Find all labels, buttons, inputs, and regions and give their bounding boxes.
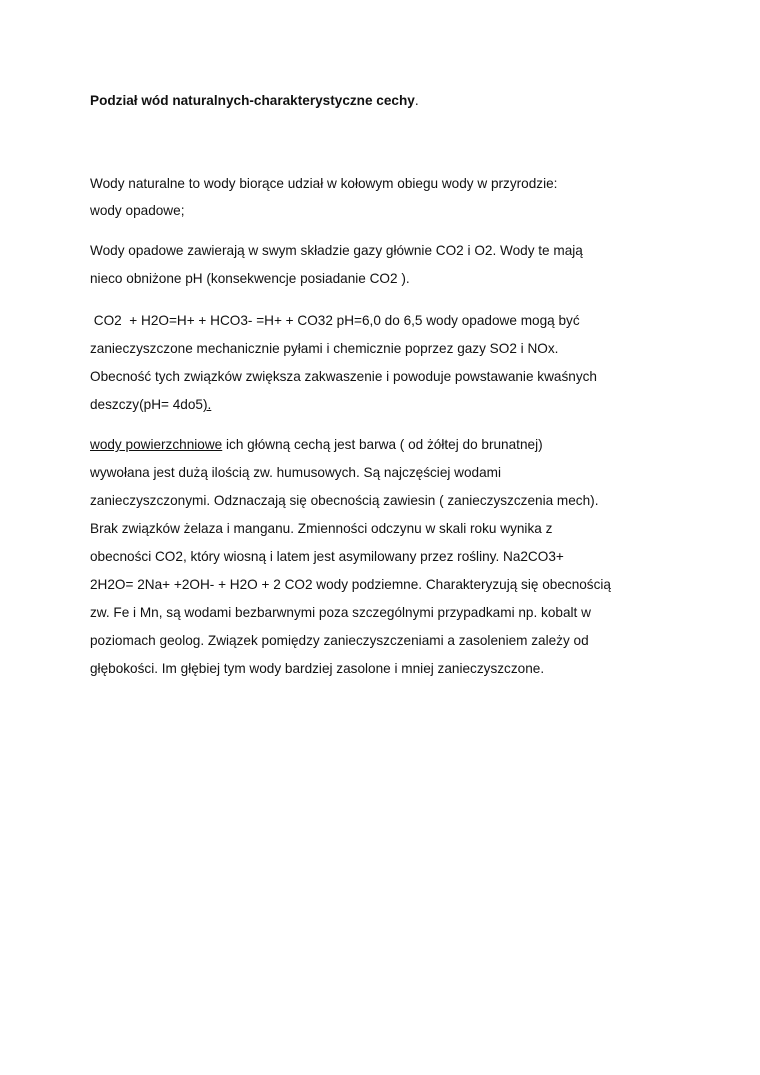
text-line: zanieczyszczone mechanicznie pyłami i chemicznie poprzez gazy SO2 i NOx. [90,341,559,356]
underlined-text: wody powierzchniowe [90,437,223,452]
text-line: Brak związków żelaza i manganu. Zmienności odczynu w skali roku wynika z [90,521,553,536]
text-line: CO2 + H2O=H+ + HCO3- =H+ + CO32 pH=6,0 do 6,5 wody opadowe mogą być [90,313,580,328]
text-line: nieco obniżone pH (konsekwencje posiadanie CO2 ). [90,271,410,286]
text-line: Wody naturalne to wody biorące udział w kołowym obiegu wody w przyrodzie: [90,176,558,191]
text-line [90,436,543,454]
document-title-period: . [414,93,419,108]
text-line: wywołana jest dużą ilością zw. humusowych. Są najczęściej wodami [90,465,502,480]
text-segment: deszczy(pH= 4do5 [90,397,203,412]
text-line: głębokości. Im głębiej tym wody bardziej zasolone i mniej zanieczyszczone. [90,661,545,676]
text-line: zw. Fe i Mn, są wodami bezbarwnymi poza szczególnymi przypadkami np. kobalt w [90,605,591,620]
text-line: Obecność tych związków zwiększa zakwaszenie i powoduje powstawanie kwaśnych [90,369,597,384]
text-line [90,396,211,414]
text-line: wody opadowe; [90,203,185,218]
text-line: zanieczyszczonymi. Odznaczają się obecnością zawiesin ( zanieczyszczenia mech). [90,493,599,508]
text-segment: ich główną cechą jest barwa ( od żółtej do brunatnej) [222,437,543,452]
text-line: obecności CO2, który wiosną i latem jest asymilowany przez rośliny. Na2CO3+ [90,549,564,564]
underlined-text: ). [202,397,212,412]
text-line: 2H2O= 2Na+ +2OH- + H2O + 2 CO2 wody podziemne. Charakteryzują się obecnością [90,577,611,592]
text-line: poziomach geolog. Związek pomiędzy zanieczyszczeniami a zasoleniem zależy od [90,633,589,648]
document-title [90,92,419,110]
text-line: Wody opadowe zawierają w swym składzie gazy głównie CO2 i O2. Wody te mają [90,243,583,258]
document-title-text: Podział wód naturalnych-charakterystyczne cechy [90,93,415,108]
